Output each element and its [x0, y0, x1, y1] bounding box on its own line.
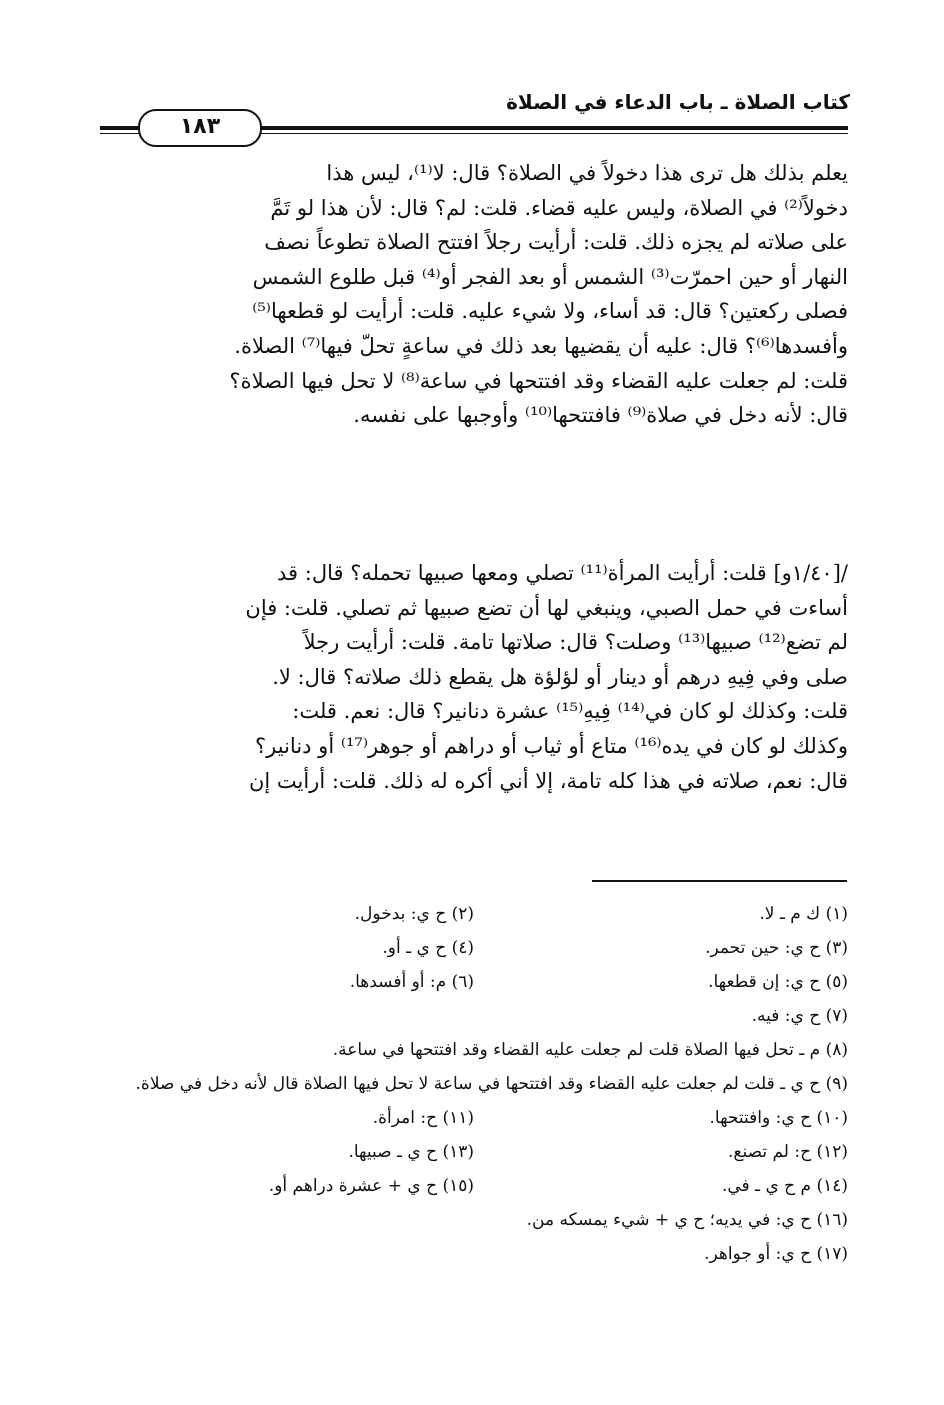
text-line: دخولاً⁽²⁾ في الصلاة، وليس عليه قضاء. قلت: لم؟ قال: لأن هذا لو تَمَّ [270, 195, 848, 220]
running-head: كتاب الصلاة ـ باب الدعاء في الصلاة [506, 90, 850, 114]
footnote-3: (٣) ح ي: حين تحمر. [705, 938, 848, 958]
footnote-row [100, 1203, 848, 1237]
footnote-14: (١٤) م ح ي ـ في. [721, 1176, 848, 1196]
footnote-row [100, 1237, 848, 1271]
footnote-separator [592, 880, 847, 882]
footnote-row [100, 1135, 848, 1169]
footnote-6: (٦) م: أو أفسدها. [349, 972, 474, 992]
paragraph-1 [100, 156, 848, 433]
footnote-10: (١٠) ح ي: وافتتحها. [709, 1108, 848, 1128]
footnote-17: (١٧) ح ي: أو جواهر. [704, 1244, 848, 1264]
text-line: أساءت في حمل الصبي، وينبغي لها أن تضع صبيها ثم تصلي. قلت: فإن [245, 595, 848, 620]
text-line: قال: لأنه دخل في صلاة⁽⁹⁾ فافتتحها⁽¹⁰⁾ وأوجبها على نفسه. [353, 403, 848, 428]
footnote-row [100, 965, 848, 999]
footnote-9: (٩) ح ي ـ قلت لم جعلت عليه القضاء وقد افتتحها في ساعة لا تحل فيها الصلاة قال لأنه دخل في صلاة. [135, 1074, 848, 1094]
text-line: يعلم بذلك هل ترى هذا دخولاً في الصلاة؟ قال: لا⁽¹⁾، ليس هذا [326, 161, 848, 185]
footnote-8: (٨) م ـ تحل فيها الصلاة قلت لم جعلت عليه القضاء وقد افتتحها في ساعة. [332, 1040, 848, 1060]
text-line: النهار أو حين احمرّت⁽³⁾ الشمس أو بعد الفجر أو⁽⁴⁾ قبل طلوع الشمس [252, 264, 848, 289]
footnote-row [100, 1033, 848, 1067]
footnote-12: (١٢) ح: لم تصنع. [728, 1142, 848, 1162]
text-line: فصلى ركعتين؟ قال: قد أساء، ولا شيء عليه. قلت: أرأيت لو قطعها⁽⁵⁾ [252, 299, 848, 324]
footnote-15: (١٥) ح ي + عشرة دراهم أو. [268, 1176, 474, 1196]
text-line: قال: نعم، صلاته في هذا كله تامة، إلا أني أكره له ذلك. قلت: أرأيت إن [248, 768, 848, 793]
footnote-16: (١٦) ح ي: في يديه؛ ح ي + شيء يمسكه من. [526, 1210, 848, 1230]
text-line: /[١/٤٠و] قلت: أرأيت المرأة⁽¹¹⁾ تصلي ومعها صبيها تحمله؟ قال: قد [277, 561, 848, 585]
header-rule [100, 114, 848, 140]
footnote-row [100, 931, 848, 965]
footnote-13: (١٣) ح ي ـ صبيها. [348, 1142, 474, 1162]
footnote-row [100, 1101, 848, 1135]
text-line: قلت: وكذلك لو كان في⁽¹⁴⁾ فِيهِ⁽¹⁵⁾ عشرة دنانير؟ قال: نعم. قلت: [292, 699, 848, 724]
paragraph-2 [100, 556, 848, 798]
footnote-1: (١) ك م ـ لا. [759, 904, 848, 924]
footnote-7: (٧) ح ي: فيه. [751, 1006, 848, 1026]
page-number: ١٨٣ [138, 109, 262, 147]
footnote-row [100, 1169, 848, 1203]
footnote-row [100, 999, 848, 1033]
text-line: وأفسدها⁽⁶⁾؟ قال: عليه أن يقضيها بعد ذلك في ساعةٍ تحلّ فيها⁽⁷⁾ الصلاة. [234, 333, 848, 358]
footnote-row [100, 897, 848, 931]
footnote-2: (٢) ح ي: بدخول. [354, 904, 474, 924]
text-line: على صلاته لم يجزه ذلك. قلت: أرأيت رجلاً افتتح الصلاة تطوعاً نصف [264, 230, 848, 255]
text-line: لم تضع⁽¹²⁾ صبيها⁽¹³⁾ وصلت؟ قال: صلاتها تامة. قلت: أرأيت رجلاً [303, 630, 848, 655]
footnotes [100, 897, 848, 1271]
text-line: صلى وفي فِيهِ درهم أو دينار أو لؤلؤة هل يقطع ذلك صلاته؟ قال: لا. [272, 664, 848, 689]
footnote-5: (٥) ح ي: إن قطعها. [708, 972, 848, 992]
footnote-11: (١١) ح: امرأة. [372, 1108, 474, 1128]
text-line: وكذلك لو كان في يده⁽¹⁶⁾ متاع أو ثياب أو دراهم أو جوهر⁽¹⁷⁾ أو دنانير؟ [255, 733, 848, 758]
text-line: قلت: لم جعلت عليه القضاء وقد افتتحها في ساعة⁽⁸⁾ لا تحل فيها الصلاة؟ [229, 368, 848, 393]
footnote-4: (٤) ح ي ـ أو. [382, 938, 474, 958]
